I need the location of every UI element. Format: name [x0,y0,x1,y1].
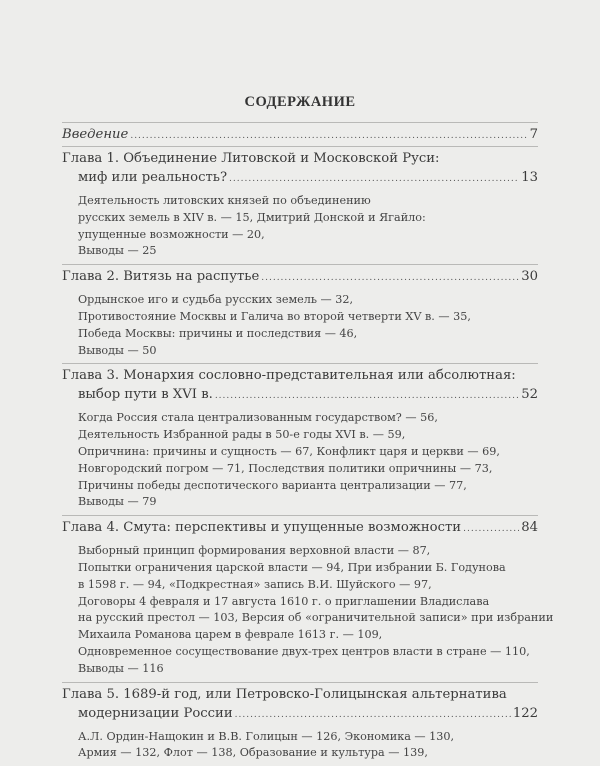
chapter-title: выбор пути в XVI в. [78,387,213,403]
subsection-list [62,189,538,264]
chapter-title: Глава 3. Монархия сословно-представительная или абсолютная: [62,368,516,384]
subsection-list [62,288,538,363]
subsection-line: Договоры 4 февраля и 17 августа 1610 г. о приглашении Владислава [78,594,490,608]
dot-leader [215,387,519,406]
subsection-line: Победа Москвы: причины и последствия — 46, [78,326,358,340]
chapter-title-line [62,267,538,288]
subsection-list [62,539,554,681]
toc-list [62,122,554,766]
subsection-line: Одновременное сосуществование двух-трех центров власти в стране — 110, [78,644,530,658]
toc-entry-chapter-2 [62,264,538,363]
dot-leader [229,170,519,189]
chapter-title: модернизации России [78,705,233,721]
subsection-line: Попытки ограничения царской власти — 94, При избрании Б. Годунова [78,560,506,574]
subsection-list [62,406,538,515]
subsection-line: Противостояние Москвы и Галича во второй четверти XV в. — 35, [78,309,471,323]
page-title: СОДЕРЖАНИЕ [244,94,356,110]
subsection-line: упущенные возможности — 20, [78,227,265,241]
dot-leader [463,520,519,539]
chapter-title: Введение [62,127,129,142]
subsection-line: Выводы — 79 [78,495,157,509]
toc-entry-chapter-4 [62,515,554,681]
page-number: 13 [521,170,538,185]
subsection-line: на русский престол — 103, Версия об «ограничительной записи» при избрании [78,611,554,625]
page-number: 7 [529,127,538,142]
subsection-line: Опричнина: причины и сущность — 67, Конфликт царя и церкви — 69, [78,444,500,458]
chapter-title-line [62,685,538,704]
chapter-title-line [62,125,538,146]
page-number: 52 [521,387,538,403]
subsection-line: Когда Россия стала централизованным государством? — 56, [78,411,438,425]
chapter-title: миф или реальность? [78,170,228,185]
page-number: 84 [521,520,538,536]
chapter-title-line [62,518,538,539]
chapter-title: Глава 5. 1689-й год, или Петровско-Голицынская альтернатива [62,686,507,702]
dot-leader [235,706,511,725]
toc-entry-chapter-5 [62,682,538,766]
dot-leader [130,127,527,146]
toc-entry-introduction [62,122,538,146]
subsection-line: в 1598 г. — 94, «Подкрестная» запись В.И. Шуйского — 97, [78,577,432,591]
toc-entry-chapter-3 [62,363,538,515]
subsection-line: Выводы — 116 [78,661,164,675]
subsection-line: Деятельность Избранной рады в 50-е годы XVI в. — 59, [78,428,406,442]
subsection-line: Деятельность литовских князей по объединению [78,194,371,207]
subsection-line: Армия — 132, Флот — 138, Образование и культура — 139, [78,746,428,760]
subsection-line: Ордынское иго и судьба русских земель — 32, [78,293,354,307]
page-number: 30 [521,269,538,285]
chapter-title: Глава 2. Витязь на распутье [62,269,260,285]
toc-entry-chapter-1 [62,146,538,264]
subsection-line: русских земель в XIV в. — 15, Дмитрий Донской и Ягайло: [78,210,426,224]
subsection-line: Выводы — 25 [78,244,157,258]
subsection-list [62,725,538,766]
subsection-line: Выборный принцип формирования верховной власти — 87, [78,544,431,558]
chapter-title-line [62,149,538,168]
chapter-title: Глава 4. Смута: перспективы и упущенные возможности [62,520,462,536]
chapter-title-line [62,366,538,385]
dot-leader [261,269,519,288]
subsection-line: Причины победы деспотического варианта централизации — 77, [78,478,467,492]
subsection-line: А.Л. Ордин-Нащокин и В.В. Голицын — 126, Экономика — 130, [78,729,455,743]
chapter-title-line [62,385,538,406]
subsection-line: Михаила Романова царем в феврале 1613 г. — 109, [78,628,383,642]
chapter-title: Глава 1. Объединение Литовской и Московской Руси: [62,151,440,166]
page-number: 122 [512,705,538,721]
table-of-contents [62,0,554,766]
subsection-line: Выводы — 50 [78,343,157,357]
chapter-title-line [62,168,538,189]
chapter-title-line [62,704,538,725]
subsection-line: Новгородский погром — 71, Последствия политики опричнины — 73, [78,461,493,475]
